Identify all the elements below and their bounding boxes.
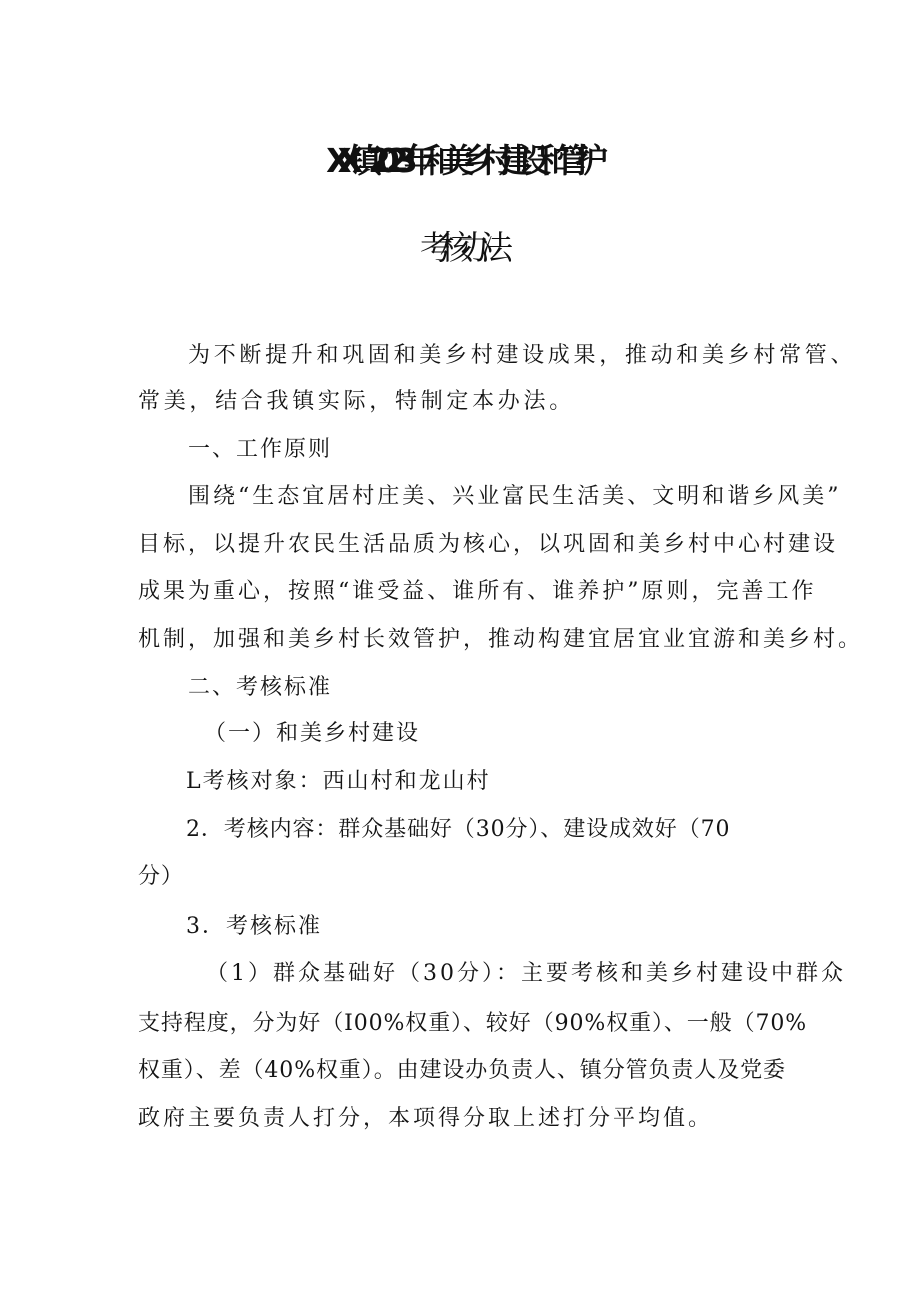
- item-assessment-content-line-1: 2．考核内容：群众基础好（30分）、建设成效好（70: [186, 817, 731, 842]
- item-assessment-standard: 3．考核标准: [186, 914, 322, 939]
- item-assessment-target: L考核对象：西山村和龙山村: [186, 769, 491, 794]
- paragraph-intro-line-1: 为不断提升和巩固和美乡村建设成果，推动和美乡村常管、: [188, 343, 857, 368]
- subsection-heading-construction: （一）和美乡村建设: [204, 721, 421, 746]
- document-title-line-2: 考核办法: [420, 228, 500, 267]
- paragraph-standard-line-4: 政府主要负责人打分，本项得分取上述打分平均值。: [138, 1106, 714, 1131]
- item-assessment-content-line-2: 分）: [138, 864, 184, 889]
- section-heading-standards: 二、考核标准: [188, 675, 333, 700]
- section-heading-principles: 一、工作原则: [188, 437, 333, 462]
- paragraph-standard-line-1: （1）群众基础好（30分）：主要考核和美乡村建设中群众: [206, 961, 846, 986]
- paragraph-intro-line-2: 常美，结合我镇实际，特制定本办法。: [138, 389, 575, 414]
- paragraph-standard-line-3: 权重）、差（40%权重）。由建设办负责人、镇分管负责人及党委: [138, 1058, 786, 1083]
- document-title-line-1: XX镇2023年和美乡村建设和管护: [326, 141, 594, 180]
- paragraph-principles-line-1: 围绕“生态宜居村庄美、兴业富民生活美、文明和谐乡风美”: [188, 484, 842, 509]
- paragraph-standard-line-2: 支持程度，分为好（I00%权重）、较好（90%权重）、一般（70%: [138, 1011, 808, 1036]
- paragraph-principles-line-4: 机制，加强和美乡村长效管护，推动构建宜居宜业宜游和美乡村。: [138, 627, 864, 652]
- paragraph-principles-line-2: 目标，以提升农民生活品质为核心，以巩固和美乡村中心村建设: [138, 532, 839, 557]
- paragraph-principles-line-3: 成果为重心，按照“谁受益、谁所有、谁养护”原则，完善工作: [138, 579, 817, 604]
